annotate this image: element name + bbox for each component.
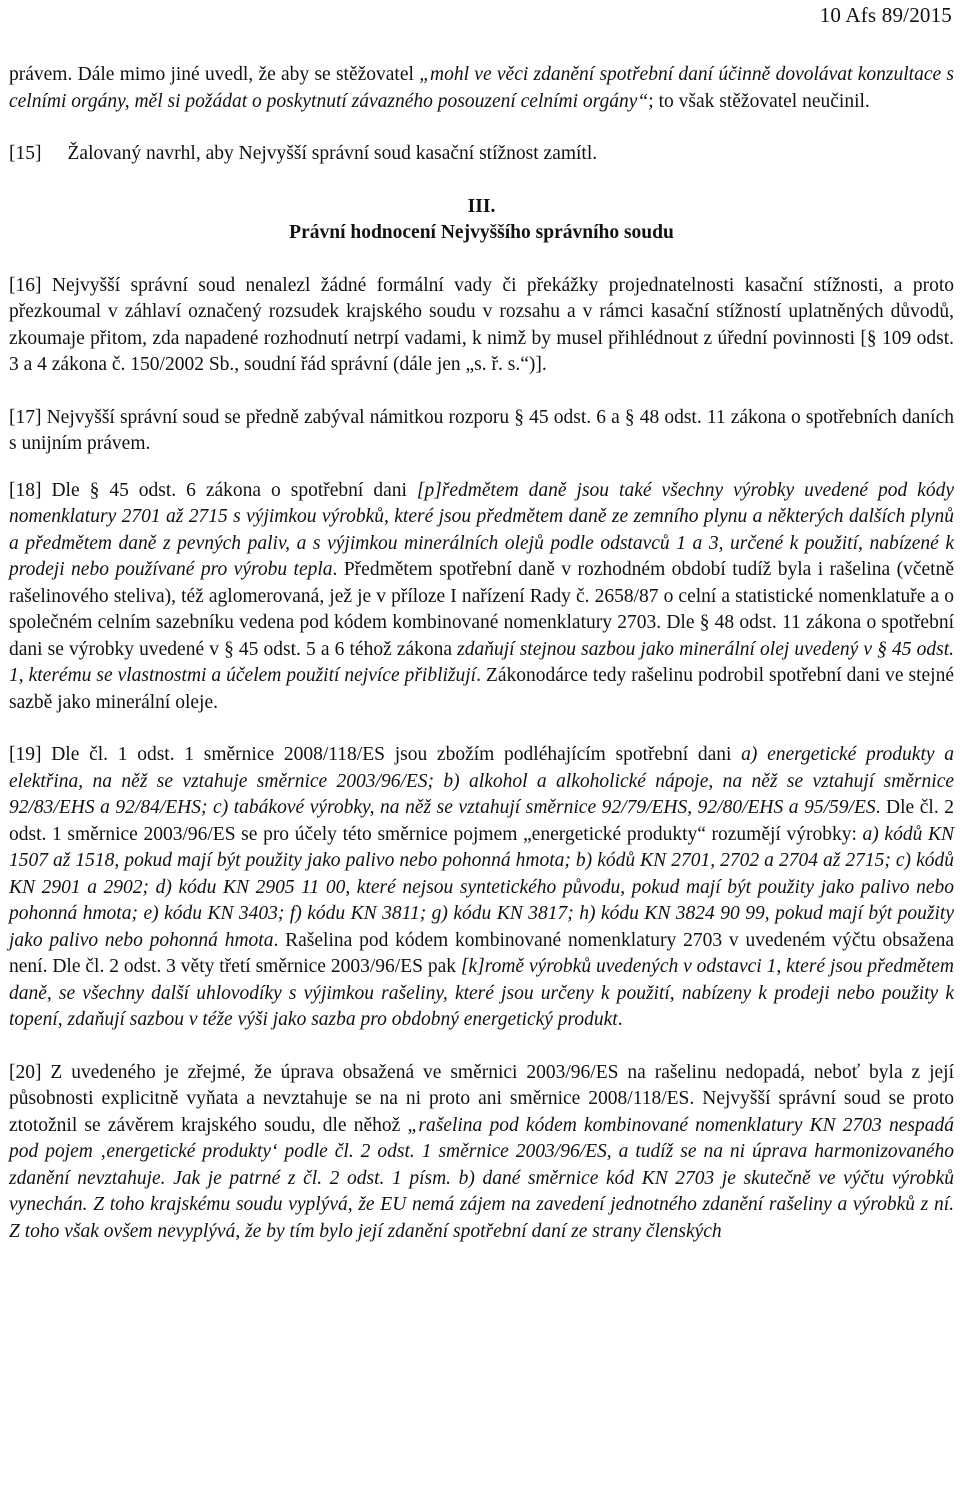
text-run: [18] Dle § 45 odst. 6 zákona o spotřební dani	[9, 479, 417, 501]
document-body	[9, 62, 954, 1245]
case-number: 10 Afs 89/2015	[819, 3, 952, 27]
paragraph-20	[9, 1060, 954, 1246]
text-run: Žalovaný navrhl, aby Nejvyšší správní soud kasační stížnost zamítl.	[67, 143, 598, 164]
text-run: [16] Nejvyšší správní soud nenalezl žádné formální vady či překážky projednatelnosti kasační stížnosti, a proto přezkoumal v záhlaví označený rozsudek krajského soudu v rozsahu a v rámci kasační stížností uplatněných důvodů, zkoumaje přitom, zda napadené rozhodnutí netrpí vadami, k nimž by musel přihlédnout z úřední povinnosti [§ 109 odst. 3 a 4 zákona č. 150/2002 Sb., soudní řád správní (dále jen „s. ř. s.“)].	[9, 274, 954, 375]
italic-quotation: zdaňují stejnou sazbou jako minerální olej uvedený v § 45 odst. 1, kterému se vlastnostmi a účelem použití nejvíce přibližují	[9, 638, 954, 686]
text-run: [17] Nejvyšší správní soud se předně zabýval námitkou rozporu § 45 odst. 6 a § 48 odst. 11 zákona o spotřebních daních s unijním právem.	[9, 406, 954, 454]
paragraph-17	[9, 405, 954, 458]
text-run: [20] Z uvedeného je zřejmé, že úprava obsažená ve směrnici 2003/96/ES na rašelinu nedopadá, neboť byla z její působnosti explicitně vyňata a nevztahuje se na ni proto ani směrnice 2008/118/ES. Nejvyšší správní soud se proto ztotožnil se závěrem krajského soudu, dle něhož	[9, 1061, 954, 1136]
italic-quotation: [k]romě výrobků uvedených v odstavci 1, které jsou předmětem daně, se všechny další uhlovodíky s výjimkou rašeliny, které jsou určeny k použití, nabízeny k prodeji nebo použity k topení, zdaňují sazbou v téže výši jako sazba pro obdobný energetický produkt	[9, 956, 954, 1030]
text-run: . Dle čl. 2 odst. 1 směrnice 2003/96/ES se pro účely této směrnice pojmem „energetické produkty“ rozumějí výrobky:	[9, 797, 954, 845]
text-run: . Předmětem spotřební daně v rozhodném období tudíž byla i rašelina (včetně rašelinového steliva), též aglomerovaná, jež je v příloze I nařízení Rady č. 2658/87 o celní a statistické nomenklatuře a o společném celním sazebníku vedena pod kódem kombinované nomenklatury 2703. Dle § 48 odst. 11 zákona o spotřební dani se výrobky uvedené v § 45 odst. 5 a 6 téhož zákona	[9, 559, 954, 660]
text-run: [19] Dle čl. 1 odst. 1 směrnice 2008/118/ES jsou zbožím podléhajícím spotřební dani	[9, 744, 742, 765]
text-run: právem. Dále mimo jiné uvedl, že aby se stěžovatel	[9, 64, 420, 85]
paragraph-19	[9, 742, 954, 1034]
paragraph-15	[9, 141, 954, 168]
text-run: . Zákonodárce tedy rašelinu podrobil spotřební dani ve stejné sazbě jako minerální oleje.	[9, 665, 954, 713]
italic-quotation: a) kódů KN 1507 až 1518, pokud mají být použity jako palivo nebo pohonná hmota; b) kódů KN 2701, 2702 a 2704 až 2715; c) kódů KN 2901 a 2902; d) kódu KN 2905 11 00, které nejsou syntetického původu, pokud mají být použity jako palivo nebo pohonná hmota; e) kódu KN 3403; f) kódu KN 3811; g) kódu KN 3817; h) kódu KN 3824 90 99, pokud mají být použity jako palivo nebo pohonná hmota	[9, 823, 954, 951]
text-run: ; to však stěžovatel neučinil.	[648, 90, 870, 112]
text-run: .	[617, 1009, 623, 1030]
italic-quotation: „rašelina pod kódem kombinované nomenklatury KN 2703 nespadá pod pojem ‚energetické produkty‘ podle čl. 2 odst. 1 směrnice 2003/96/ES, a tudíž se na ni úprava harmonizovaného zdanění nevztahuje. Jak je patrné z čl. 2 odst. 1 písm. b) dané směrnice kód KN 2703 je skutečně ve výčtu výrobků vynechán. Z toho krajskému soudu vyplývá, že EU nemá zájem na zavedení jednotného zdanění rašeliny a výrobků z ní. Z toho však ovšem nevyplývá, že by tím bylo její zdanění spotřební daní ze strany členských	[9, 1114, 954, 1242]
paragraph-15-text	[68, 143, 598, 164]
italic-quotation: a) energetické produkty a elektřina, na něž se vztahuje směrnice 2003/96/ES; b) alkohol a alkoholické nápoje, na něž se vztahují směrnice 92/83/EHS a 92/84/EHS; c) tabákové výrobky, na něž se vztahují směrnice 92/79/EHS, 92/80/EHS a 95/59/ES	[9, 744, 955, 818]
paragraph-18	[9, 478, 954, 717]
paragraph-14-continuation	[9, 62, 954, 115]
italic-quotation: „mohl ve věci zdanění spotřební daní účinně dovolávat konzultace s celními orgány, měl si požádat o poskytnutí závazného posouzení celními orgány“	[9, 64, 954, 112]
section-title: Právní hodnocení Nejvyššího správního soudu	[289, 222, 674, 243]
paragraph-number: [15]	[9, 143, 42, 164]
section-number: III.	[467, 195, 496, 217]
italic-quotation: [p]ředmětem daně jsou také všechny výrobky uvedené pod kódy nomenklatury 2701 až 2715 s výjimkou výrobků, které jsou předmětem daně ze zemního plynu a některých dalších plynů a předmětem daně z pevných paliv, a s výjimkou minerálních olejů podle odstavců 1 a 3, určené k použití, nabízené k prodeji nebo používané pro výrobu tepla	[9, 479, 954, 580]
text-run: . Rašelina pod kódem kombinované nomenklatury 2703 v uvedeném výčtu obsažena není. Dle čl. 2 odst. 3 věty třetí směrnice 2003/96/ES pak	[9, 929, 954, 977]
paragraph-16	[9, 273, 954, 379]
